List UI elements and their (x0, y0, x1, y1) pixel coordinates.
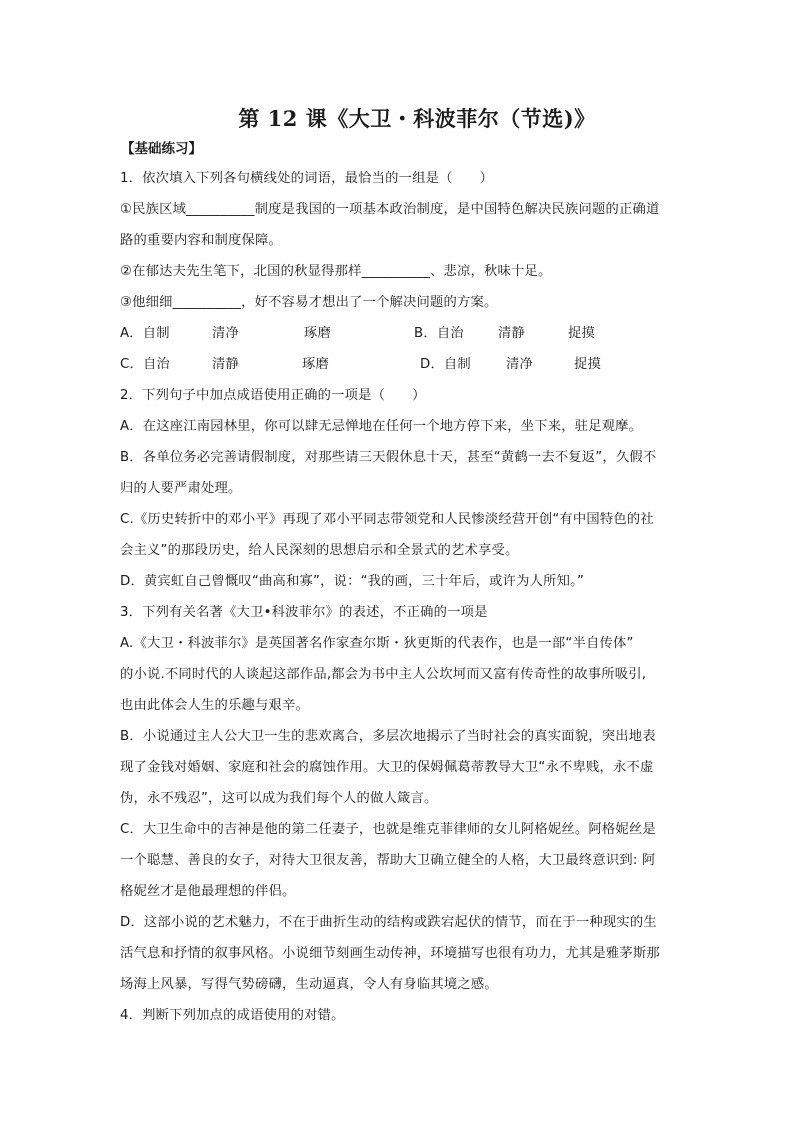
question-line: 归的人要严肃处理。 (120, 481, 242, 496)
question-line: 3．下列有关名著《大卫•科波菲尔》的表述，不正确的一项是 (120, 605, 488, 620)
question-line: 现了金钱对婚姻、家庭和社会的腐蚀作用。大卫的保姆佩葛蒂教导大卫“永不卑贱，永不虚 (120, 760, 654, 775)
question-line: D．黄宾虹自己曾慨叹“曲高和寡”，说：“我的画，三十年后，或许为人所知。” (120, 574, 585, 589)
question-line: ②在郁达夫先生笔下，北国的秋显得那样__________、悲凉，秋味十足。 (120, 264, 552, 279)
question-line: ③他细细__________，好不容易才想出了一个解决问题的方案。 (120, 295, 498, 310)
option-word: 捉摸 (574, 357, 601, 372)
question-line: 伪，永不残忍”，这可以成为我们每个人的做人箴言。 (120, 791, 438, 806)
question-line: 2．下列句子中加点成语使用正确的一项是（ ） (120, 388, 426, 403)
question-line: D．这部小说的艺术魅力，不在于曲折生动的结构或跌宕起伏的情节，而在于一种现实的生 (120, 915, 657, 930)
question-line: ①民族区域__________制度是我国的一项基本政治制度，是中国特色解决民族问题的正确道 (120, 202, 660, 217)
option-word: 清净 (506, 357, 533, 372)
option-row (120, 318, 678, 349)
question-line: B．各单位务必完善请假制度，对那些请三天假休息十天，甚至“黄鹤一去不复返”，久假不 (120, 450, 657, 465)
question-line: A．在这座江南园林里，你可以肆无忌惮地在任何一个地方停下来，坐下来，驻足观摩。 (120, 419, 643, 434)
question-line: 4．判断下列加点的成语使用的对错。 (120, 1008, 345, 1023)
option-label: C．自治 (120, 357, 170, 372)
option-label: B．自治 (414, 326, 464, 341)
question-line: 格妮丝才是他最理想的伴侣。 (120, 884, 296, 899)
option-label: D．自制 (420, 357, 471, 372)
option-row (120, 349, 678, 380)
question-line: 场海上风暴，写得气势磅礴，生动逼真，令人有身临其境之感。 (120, 977, 498, 992)
option-label: A．自制 (120, 326, 170, 341)
question-line: B．小说通过主人公大卫一生的悲欢离合，多层次地揭示了当时社会的真实面貌，突出地表 (120, 729, 656, 744)
question-line: C.《历史转折中的邓小平》再现了邓小平同志带领党和人民惨淡经营开创“有中国特色的社 (120, 512, 654, 527)
question-line: 会主义”的那段历史，给人民深刻的思想启示和全景式的艺术享受。 (120, 543, 519, 558)
section-label: 【基础练习】 (121, 141, 202, 157)
page-title: 第 12 课《大卫・科波菲尔（节选)》 (238, 106, 596, 131)
question-line: 一个聪慧、善良的女子，对待大卫很友善，帮助大卫确立健全的人格，大卫最终意识到: 阿 (120, 853, 656, 868)
option-word: 琢磨 (304, 326, 331, 341)
question-line: C．大卫生命中的吉神是他的第二任妻子，也就是维克菲律师的女儿阿格妮丝。阿格妮丝是 (120, 822, 656, 837)
question-line: A.《大卫・科波菲尔》是英国著名作家查尔斯・狄更斯的代表作，也是一部“半自传体” (120, 636, 634, 651)
document-body (120, 163, 678, 1031)
option-word: 清静 (212, 357, 239, 372)
question-line: 也由此体会人生的乐趣与艰辛。 (120, 698, 309, 713)
option-word: 琢磨 (302, 357, 329, 372)
question-line: 活气息和抒情的叙事风格。小说细节刻画生动传神，环境描写也很有功力，尤其是雅茅斯那 (120, 946, 660, 961)
option-word: 清净 (212, 326, 239, 341)
question-line: 路的重要内容和制度保障。 (120, 233, 282, 248)
option-word: 清静 (498, 326, 525, 341)
option-word: 捉摸 (568, 326, 595, 341)
question-line: 1．依次填入下列各句横线处的词语，最恰当的一组是（ ） (120, 171, 494, 186)
question-line: 的小说.不同时代的人谈起这部作品,都会为书中主人公坎坷而又富有传奇性的故事所吸引, (120, 667, 647, 682)
